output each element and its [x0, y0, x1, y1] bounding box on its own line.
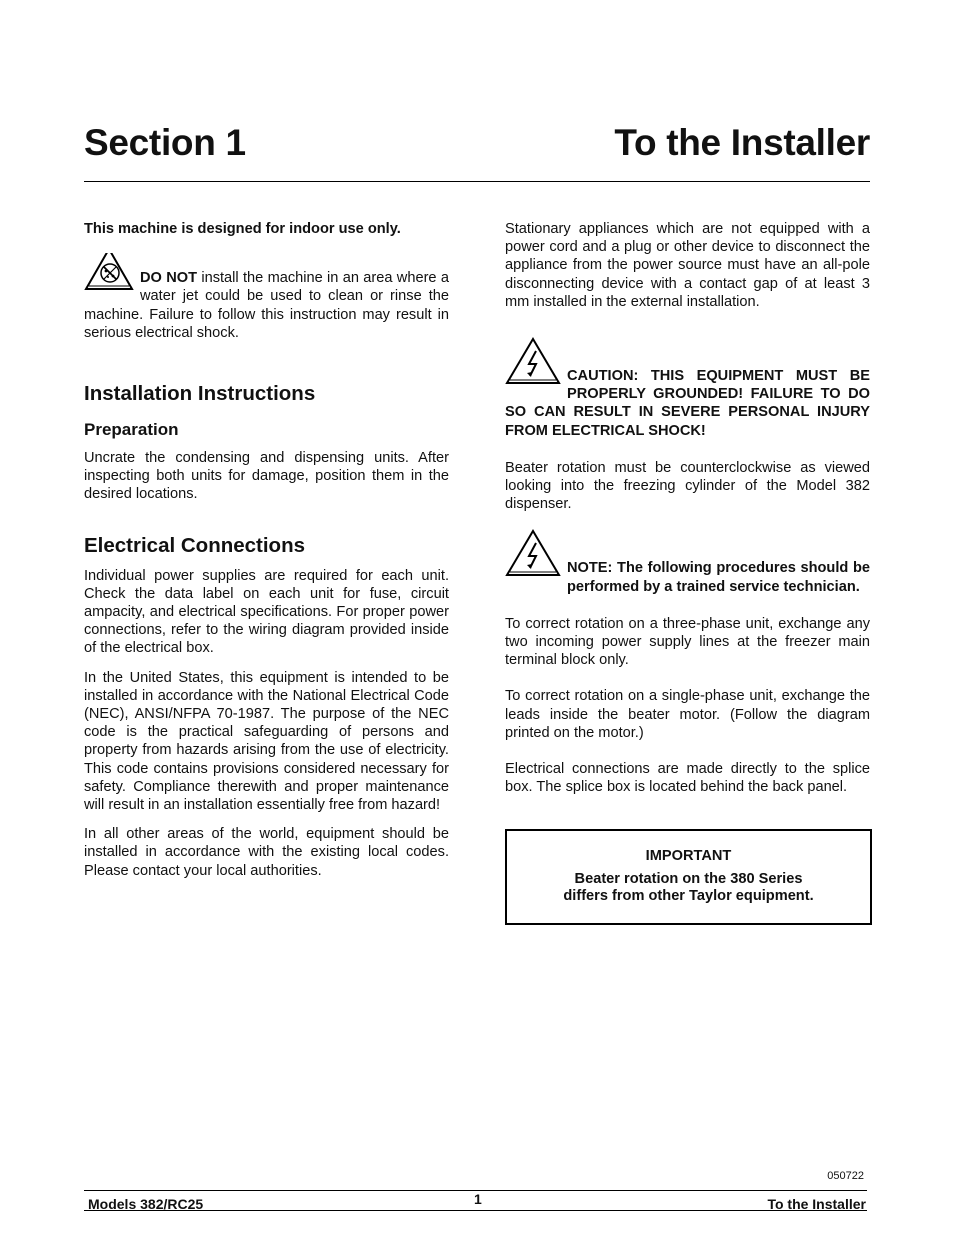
important-notice-box — [505, 829, 872, 925]
footer-section-title: To the Installer — [767, 1196, 866, 1212]
section-title: To the Installer — [614, 122, 870, 163]
electrical-paragraph-2: In the United States, this equipment is intended to be installed in accordance with the National Electrical Code (NEC), ANSI/NFPA 70-1987. The purpose of the NEC code is the practical safeguarding of persons and property from hazards arising from the use of electricity. This code contains provisions considered necessary for safety. Compliance therewith and proper maintenance will result in an installation essentially free from hazard! — [84, 669, 449, 814]
beater-rotation-text: Beater rotation must be counterclockwise as viewed looking into the freezing cylinder of the Model 382 dispenser. — [505, 459, 870, 513]
electrical-paragraph-3: In all other areas of the world, equipment should be installed in accordance with the existing local codes. Please contact your local authorities. — [84, 826, 449, 879]
caution-text: CAUTION: THIS EQUIPMENT MUST BE PROPERLY GROUNDED! FAILURE TO DO SO CAN RESULT IN SEVERE PERSONAL INJURY FROM ELECTRICAL SHOCK! — [505, 368, 870, 439]
footer-underline — [84, 1210, 867, 1211]
preparation-text: Uncrate the condensing and dispensing units. After inspecting both units for damage, position them in the desired locations. — [84, 450, 449, 503]
technician-note-text: NOTE: The following procedures should be performed by a trained service technician. — [567, 560, 870, 595]
section-number: Section 1 — [84, 122, 246, 163]
electrical-heading: Electrical Connections — [84, 533, 306, 557]
header-divider — [84, 181, 870, 182]
water-warning-emphasis: DO NOT — [140, 270, 198, 287]
note-block — [505, 529, 870, 595]
right-column — [505, 220, 870, 796]
important-line-1: Beater rotation on the 380 Series — [574, 871, 803, 887]
footer-models: Models 382/RC25 — [88, 1196, 204, 1212]
stationary-appliance-text: Stationary appliances which are not equipped with a power cord and a plug or other device to disconnect the appliance from the power source must have an all-pole disconnecting device with a contact gap of at least 3 mm installed in the external installation. — [505, 221, 870, 310]
left-column — [84, 220, 449, 880]
installation-heading: Installation Instructions — [84, 382, 316, 406]
caution-block — [505, 337, 870, 440]
document-code: 050722 — [827, 1170, 864, 1182]
no-water-jet-warning-icon — [84, 253, 134, 296]
electrical-hazard-icon — [505, 529, 561, 582]
indoor-use-note: This machine is designed for indoor use only. — [84, 221, 401, 237]
water-warning — [84, 253, 449, 342]
water-warning-text: install the machine in an area where a water jet could be used to clean or rinse the machine. Failure to follow this instruction may result in serious electrical shock. — [84, 270, 449, 341]
page-number: 1 — [474, 1191, 482, 1207]
important-line-2: differs from other Taylor equipment. — [563, 888, 814, 904]
three-phase-text: To correct rotation on a three-phase unit, exchange any two incoming power supply lines at the freezer main terminal block only. — [505, 615, 870, 669]
electrical-hazard-icon — [505, 337, 561, 390]
preparation-heading: Preparation — [84, 420, 179, 440]
electrical-paragraph-1: Individual power supplies are required for each unit. Check the data label on each unit for fuse, circuit ampacity, and electrical specifications. For proper power connections, refer to the wiring diagram provided inside of the electrical box. — [84, 567, 449, 657]
single-phase-text: To correct rotation on a single-phase unit, exchange the leads inside the beater motor. (Follow the diagram printed on the motor.) — [505, 688, 870, 741]
splice-box-text: Electrical connections are made directly to the splice box. The splice box is located behind the back panel. — [505, 761, 870, 796]
important-title: IMPORTANT — [645, 848, 732, 864]
